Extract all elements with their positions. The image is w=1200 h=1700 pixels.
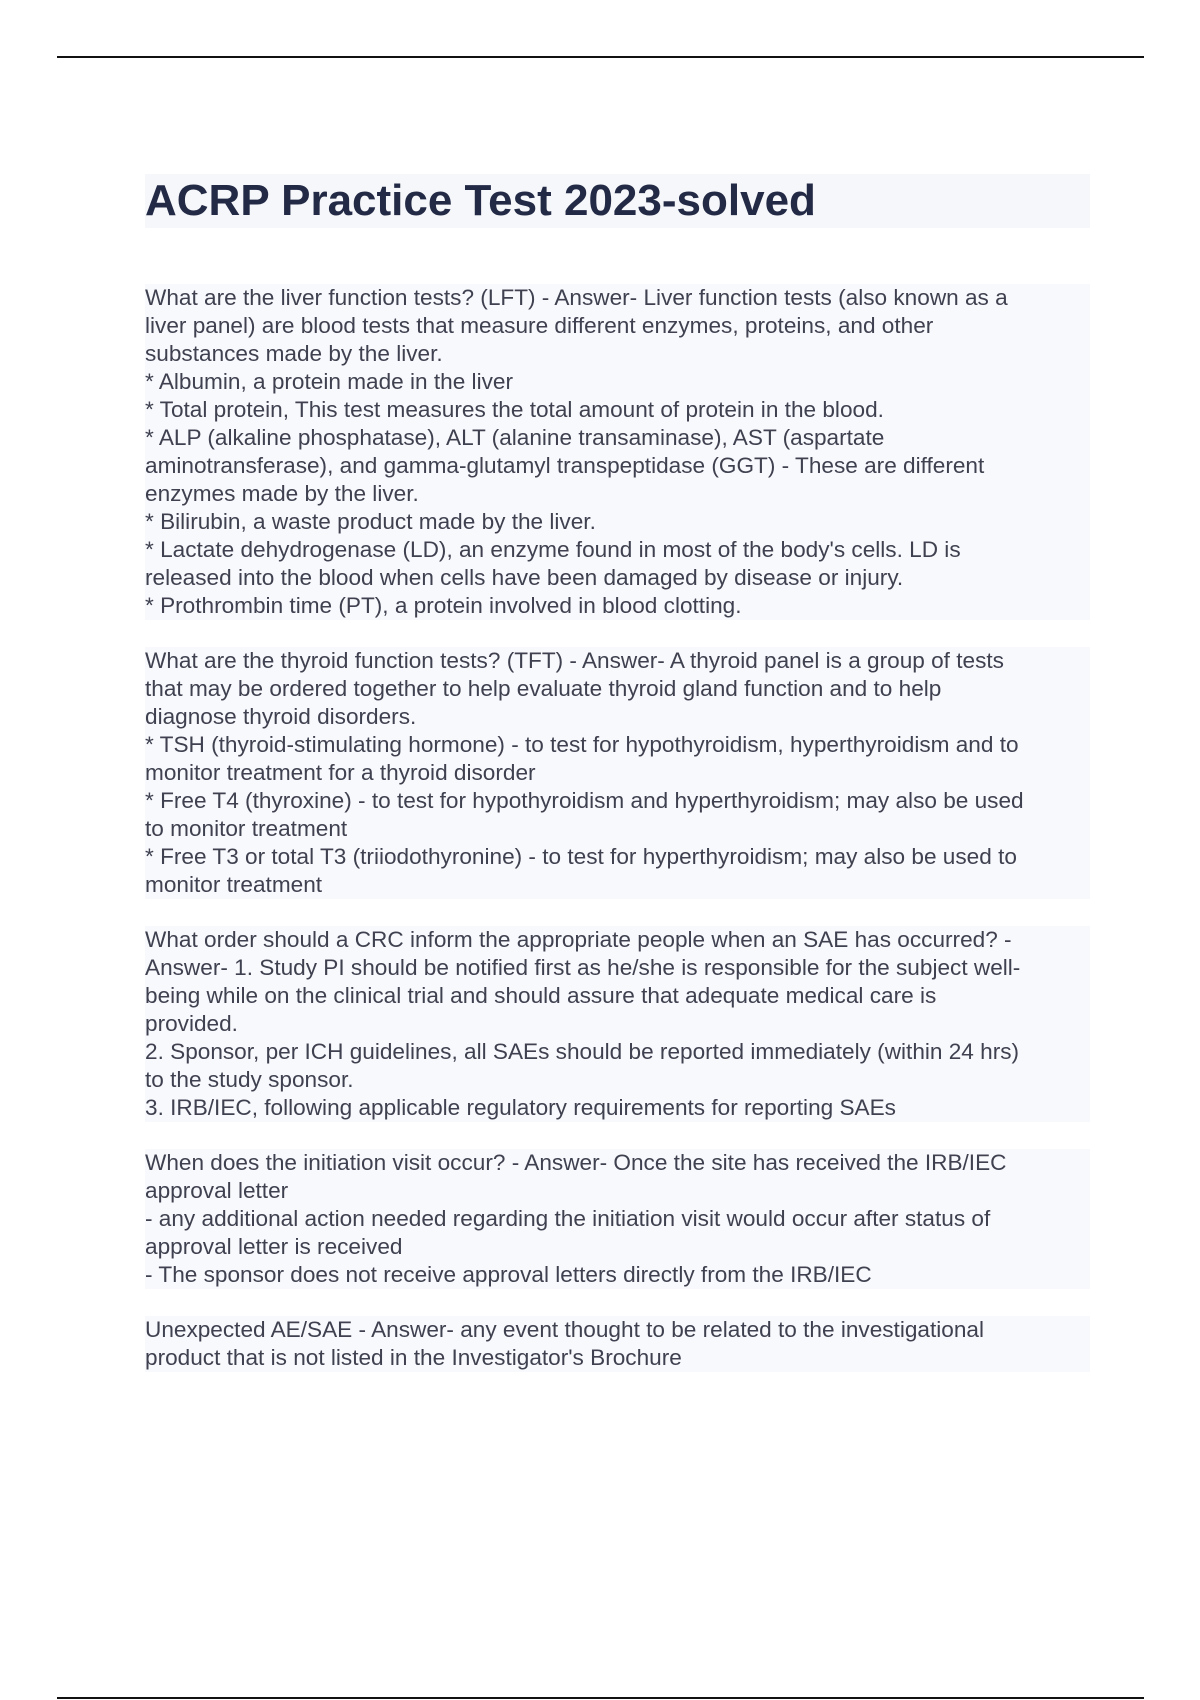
- header-rule: [57, 56, 1144, 58]
- text-line: monitor treatment for a thyroid disorder: [145, 760, 536, 785]
- title-bar: [145, 174, 1090, 228]
- text-line: monitor treatment: [145, 872, 323, 897]
- text-line: released into the blood when cells have been damaged by disease or injury.: [145, 565, 904, 590]
- text-line: 2. Sponsor, per ICH guidelines, all SAEs should be reported immediately (within 24 hrs): [145, 1039, 1020, 1064]
- text-line: When does the initiation visit occur? - Answer- Once the site has received the IRB/IEC: [145, 1150, 1007, 1175]
- text-line: that may be ordered together to help evaluate thyroid gland function and to help: [145, 676, 942, 701]
- text-line: - The sponsor does not receive approval letters directly from the IRB/IEC: [145, 1262, 872, 1287]
- text-line: product that is not listed in the Investigator's Brochure: [145, 1345, 682, 1370]
- text-line: What are the liver function tests? (LFT) - Answer- Liver function tests (also known as a: [145, 285, 1008, 310]
- text-line: - any additional action needed regarding the initiation visit would occur after status of: [145, 1206, 991, 1231]
- text-line: liver panel) are blood tests that measure different enzymes, proteins, and other: [145, 313, 934, 338]
- document-title: ACRP Practice Test 2023-solved: [145, 176, 816, 225]
- text-line: substances made by the liver.: [145, 341, 443, 366]
- text-line: 3. IRB/IEC, following applicable regulatory requirements for reporting SAEs: [145, 1095, 896, 1120]
- text-line: being while on the clinical trial and should assure that adequate medical care is: [145, 983, 937, 1008]
- text-line: Answer- 1. Study PI should be notified first as he/she is responsible for the subject well-: [145, 955, 1021, 980]
- text-line: * Albumin, a protein made in the liver: [145, 369, 513, 394]
- text-line: provided.: [145, 1011, 238, 1036]
- text-line: What order should a CRC inform the appropriate people when an SAE has occurred? -: [145, 927, 1012, 952]
- text-line: approval letter: [145, 1178, 289, 1203]
- text-line: * Bilirubin, a waste product made by the liver.: [145, 509, 596, 534]
- text-line: * TSH (thyroid-stimulating hormone) - to test for hypothyroidism, hyperthyroidism and to: [145, 732, 1019, 757]
- qa-unexpected-ae-sae: [145, 1316, 1090, 1372]
- document-body: [145, 174, 1090, 1399]
- qa-sae-notification-order: [145, 926, 1090, 1122]
- text-line: * Lactate dehydrogenase (LD), an enzyme found in most of the body's cells. LD is: [145, 537, 961, 562]
- text-line: * Free T4 (thyroxine) - to test for hypothyroidism and hyperthyroidism; may also be used: [145, 788, 1024, 813]
- text-line: to monitor treatment: [145, 816, 348, 841]
- qa-liver-function-tests: [145, 284, 1090, 620]
- qa-thyroid-function-tests: [145, 647, 1090, 899]
- text-line: approval letter is received: [145, 1234, 403, 1259]
- text-line: * ALP (alkaline phosphatase), ALT (alanine transaminase), AST (aspartate: [145, 425, 885, 450]
- text-line: enzymes made by the liver.: [145, 481, 419, 506]
- text-line: to the study sponsor.: [145, 1067, 354, 1092]
- text-line: * Total protein, This test measures the total amount of protein in the blood.: [145, 397, 884, 422]
- qa-initiation-visit: [145, 1149, 1090, 1289]
- text-line: What are the thyroid function tests? (TFT) - Answer- A thyroid panel is a group of tests: [145, 648, 1004, 673]
- text-line: * Free T3 or total T3 (triiodothyronine) - to test for hyperthyroidism; may also be used to: [145, 844, 1017, 869]
- text-line: aminotransferase), and gamma-glutamyl transpeptidase (GGT) - These are different: [145, 453, 985, 478]
- text-line: Unexpected AE/SAE - Answer- any event thought to be related to the investigational: [145, 1317, 985, 1342]
- text-line: * Prothrombin time (PT), a protein involved in blood clotting.: [145, 593, 742, 618]
- text-line: diagnose thyroid disorders.: [145, 704, 417, 729]
- footer-rule: [57, 1697, 1144, 1699]
